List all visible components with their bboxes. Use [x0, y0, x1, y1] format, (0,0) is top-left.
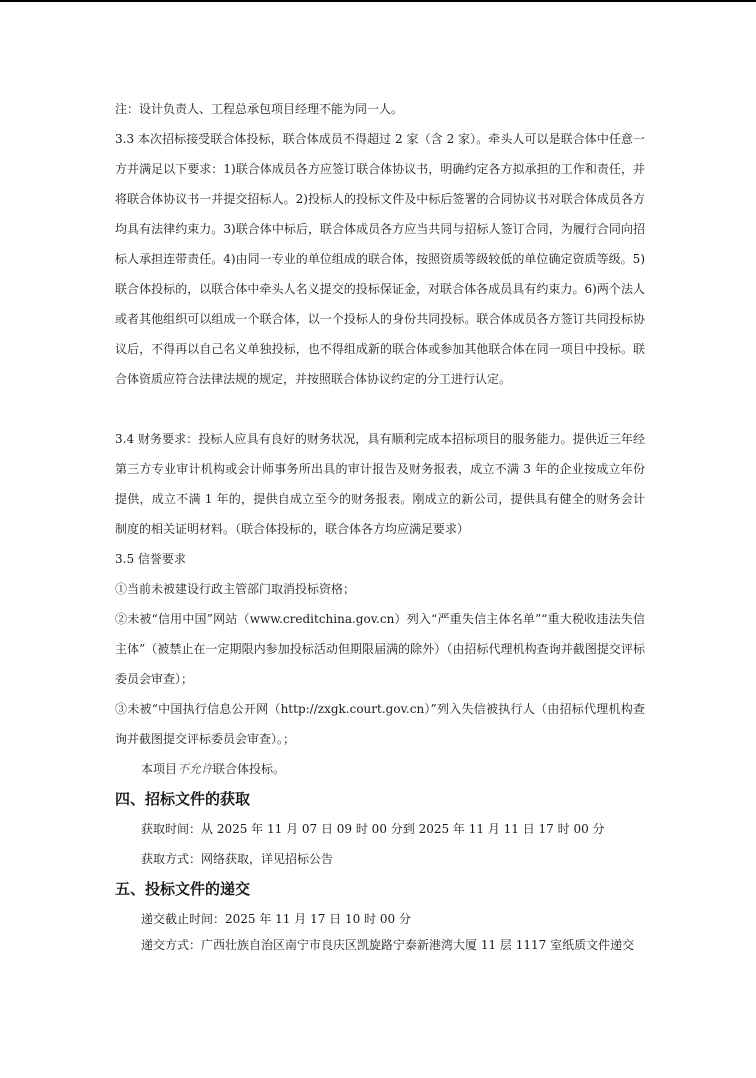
acquire-time: 获取时间：从 2025 年 11 月 07 日 09 时 00 分到 2025 年 11 月 11 日 17 时 00 分 [141, 822, 605, 836]
page-top-border [0, 0, 756, 2]
joint-bid-statement [115, 754, 671, 784]
submit-method: 递交方式：广西壮族自治区南宁市良庆区凯旋路宁泰新港湾大厦 11 层 1117 室纸质文件递交 [141, 938, 635, 952]
joint-prefix: 本项目 [141, 762, 178, 776]
joint-suffix: 联合体投标。 [213, 762, 286, 776]
section-3-4-paragraph: 3.4 财务要求：投标人应具有良好的财务状况，具有顺利完成本招标项目的服务能力。提供近三年经第三方专业审计机构或会计师事务所出具的审计报告及财务报表，成立不满 3 年的企业按成立年份提供，成立不满 1 年的，提供自成立至今的财务报表。刚成立的新公司，提供具有健全的财务会计制度的相关证明材料。（联合体投标的，联合体各方均应满足要求） [115, 432, 645, 536]
acquire-method: 获取方式：网络获取，详见招标公告 [141, 852, 334, 866]
section-5-heading: 五、投标文件的递交 [115, 880, 251, 898]
section-4-heading: 四、招标文件的获取 [115, 790, 251, 808]
credit-requirement-3: ③未被“中国执行信息公开网（http://zxgk.court.gov.cn）”列入失信被执行人（由招标代理机构查询并截图提交评标委员会审查）。； [115, 702, 645, 746]
credit-requirement-2: ②未被“信用中国”网站（www.creditchina.gov.cn）列入“严重失信主体名单”“重大税收违法失信主体”（被禁止在一定期限内参加投标活动但期限届满的除外）（由招标代理机构查询并截图提交评标委员会审查）； [115, 612, 645, 686]
joint-emphasis: 不允许 [177, 762, 214, 776]
section-3-5-title: 3.5 信誉要求 [115, 552, 186, 566]
note-paragraph: 注：设计负责人、工程总承包项目经理不能为同一人。 [115, 102, 404, 116]
submit-deadline: 递交截止时间：2025 年 11 月 17 日 10 时 00 分 [141, 912, 411, 926]
section-3-3-paragraph: 3.3 本次招标接受联合体投标，联合体成员不得超过 2 家（含 2 家）。牵头人可以是联合体中任意一方并满足以下要求：1)联合体成员各方应签订联合体协议书，明确约定各方拟承担的工作和责任，并将联合体协议书一并提交招标人。2)投标人的投标文件及中标后签署的合同协议书对联合体成员各方均具有法律约束力。3)联合体中标后，联合体成员各方应当共同与招标人签订合同，为履行合同向招标人承担连带责任。4)由同一专业的单位组成的联合体，按照资质等级较低的单位确定资质等级。5)联合体投标的，以联合体中牵头人名义提交的投标保证金，对联合体各成员具有约束力。6)两个法人或者其他组织可以组成一个联合体，以一个投标人的身份共同投标。联合体成员各方签订共同投标协议后，不得再以自己名义单独投标，也不得组成新的联合体或参加其他联合体在同一项目中投标。联合体资质应符合法律法规的规定，并按照联合体协议约定的分工进行认定。 [115, 132, 645, 386]
credit-requirement-1: ①当前未被建设行政主管部门取消投标资格； [115, 582, 356, 596]
